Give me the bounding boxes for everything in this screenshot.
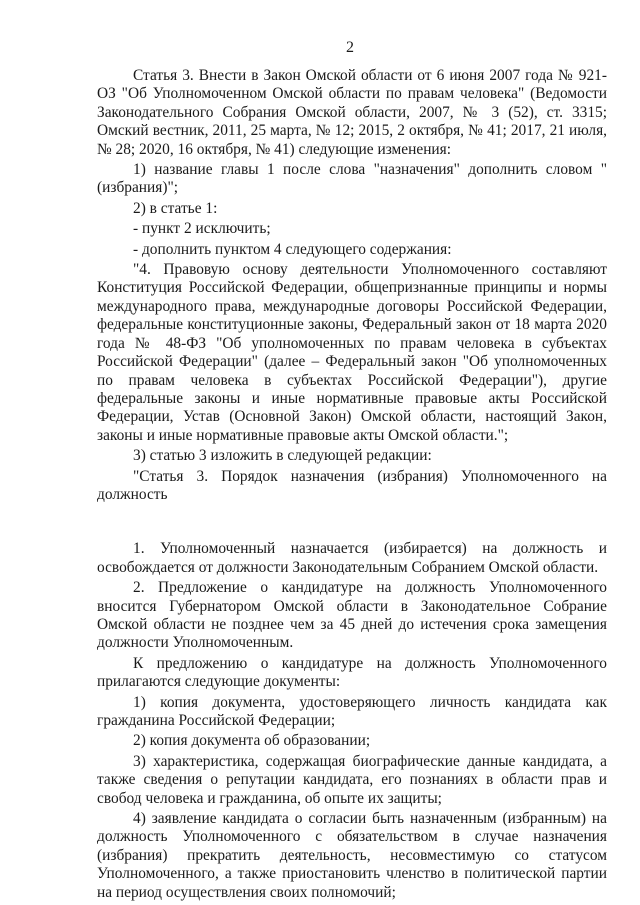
page-number: 2: [346, 39, 354, 56]
subitem-exclude-point-2: - пункт 2 исключить;: [133, 220, 271, 238]
document-item-1: 1) копия документа, удостоверяющего личность кандидата как гражданина Российской Федерации;: [97, 693, 607, 729]
document-item-4: 4) заявление кандидата о согласии быть назначенным (избранным) на должность Уполномоченного с обязательством в случае назначения (избрания) прекратить деятельность, несовместимую со статусом Уполномоченного, а также приостановить членство в политической партии на период осуществления своих полномочий;: [97, 810, 607, 901]
item-3-article-3: 3) статью 3 изложить в следующей редакции:: [133, 447, 432, 465]
article-3-part-1: 1. Уполномоченный назначается (избирается) на должность и освобождается от должности Законодательным Собранием Омской области.: [97, 540, 607, 576]
subitem-add-point-4: - дополнить пунктом 4 следующего содержания:: [133, 240, 452, 258]
article-3-heading: "Статья 3. Порядок назначения (избрания) Уполномоченного на должность: [97, 467, 607, 503]
item-2-article-1: 2) в статье 1:: [133, 199, 218, 217]
document-item-3: 3) характеристика, содержащая биографические данные кандидата, а также сведения о репутации кандидата, его познаниях в области прав и свобод человека и гражданина, об опыте их защиты;: [97, 752, 607, 807]
article-3-intro: Статья 3. Внести в Закон Омской области от 6 июня 2007 года № 921-ОЗ "Об Уполномоченном Омской области по правам человека" (Ведомости Законодательного Собрания Омской области, 2007, № 3 (52), ст. 3315; Омский вестник, 2011, 25 марта, № 12; 2015, 2 октября, № 41; 2017, 21 июля, № 28; 2020, 16 октября, № 41) следующие изменения:: [97, 67, 607, 158]
item-1-chapter-title: 1) название главы 1 после слова "назначения" дополнить словом "(избрания)";: [97, 161, 607, 197]
point-4-text: "4. Правовую основу деятельности Уполномоченного составляют Конституция Российской Федерации, общепризнанные принципы и нормы международного права, международные договоры Российской Федерации, федеральные конституционные законы, Федеральный закон от 18 марта 2020 года № 48-ФЗ "Об уполномоченных по правам человека в субъектах Российской Федерации" (далее – Федеральный закон "Об уполномоченных по правам человека в субъектах Российской Федерации"), другие федеральные законы и иные нормативные правовые акты Российской Федерации, Устав (Основной Закон) Омской области, настоящий Закон, законы и иные нормативные правовые акты Омской области.";: [97, 261, 607, 444]
article-3-part-2: 2. Предложение о кандидатуре на должность Уполномоченного вносится Губернатором Омской области в Законодательное Собрание Омской области не позднее чем за 45 дней до истечения срока замещения должности Уполномоченным.: [97, 579, 607, 652]
document-body: [97, 67, 607, 902]
document-item-2: 2) копия документа об образовании;: [133, 732, 371, 750]
documents-intro: К предложению о кандидатуре на должность Уполномоченного прилагаются следующие документы:: [97, 654, 607, 691]
